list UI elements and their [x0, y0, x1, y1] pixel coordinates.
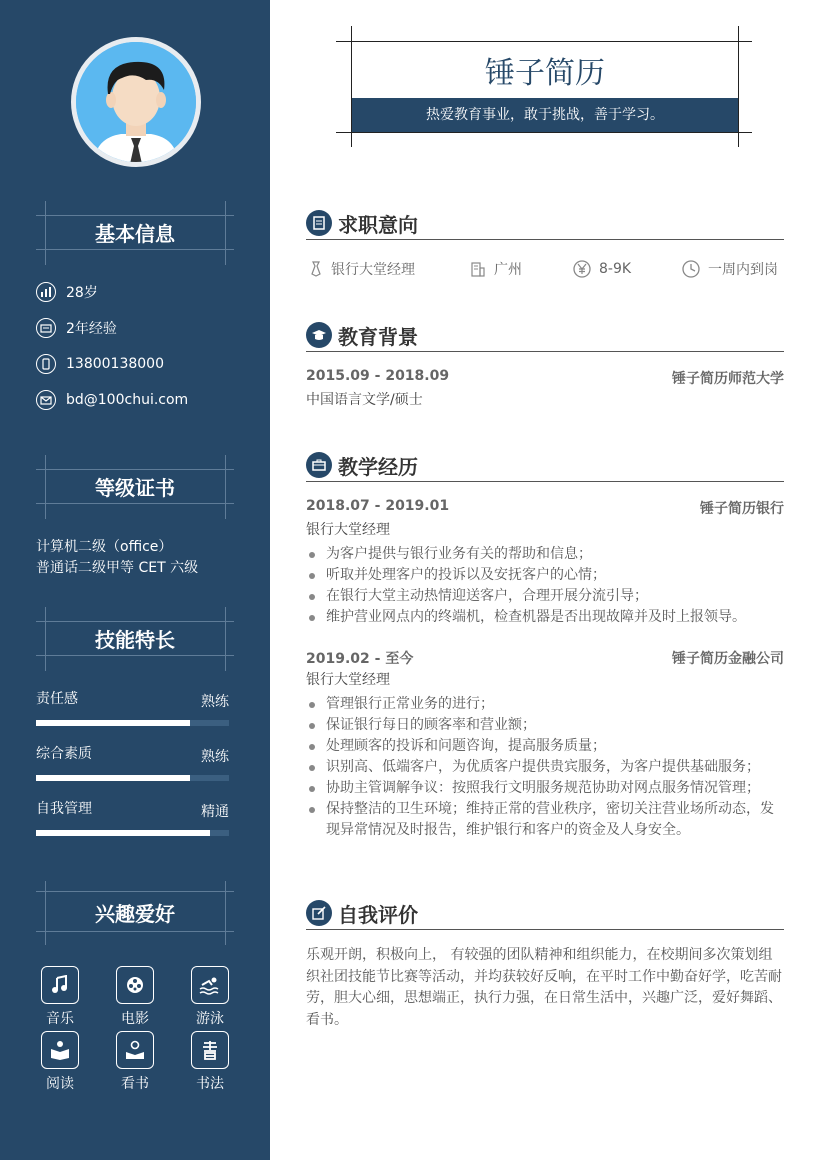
- hobby-item: [105, 1031, 165, 1093]
- skill-bar: [36, 830, 229, 836]
- reading-icon: [41, 1031, 79, 1069]
- section-education: 教育背景: [306, 318, 784, 352]
- hobby-label: 游泳: [196, 1011, 224, 1027]
- job-duties: [306, 544, 784, 628]
- skill-name: 责任感: [36, 691, 78, 707]
- yen-icon: [573, 260, 591, 278]
- swim-icon: [191, 966, 229, 1004]
- resume-name: 锤子简历: [485, 56, 605, 91]
- section-job-intent: 求职意向: [306, 206, 784, 240]
- duty-item: 识别高、低端客户，为优质客户提供贵宾服务，为客户提供基础服务；: [306, 757, 784, 778]
- job-role: 银行大堂经理: [306, 522, 390, 538]
- skill-name: 自我管理: [36, 801, 92, 817]
- film-icon: [116, 966, 154, 1004]
- section-self-evaluation: 自我评价: [306, 896, 784, 930]
- skill-level: 熟练: [201, 749, 229, 765]
- graduation-cap-icon: [306, 322, 332, 348]
- duty-item: 维护营业网点内的终端机，检查机器是否出现故障并及时上报领导。: [306, 607, 784, 628]
- motto: 热爱教育事业，敢于挑战，善于学习。: [352, 98, 738, 132]
- hobby-label: 书法: [196, 1076, 224, 1092]
- education-major: 中国语言文学/硕士: [306, 392, 423, 408]
- briefcase-icon: [306, 452, 332, 478]
- duty-item: 处理顾客的投诉和问题咨询，提高服务质量；: [306, 736, 784, 757]
- edit-icon: [306, 900, 332, 926]
- education-date: 2015.09 - 2018.09: [306, 368, 450, 384]
- hobby-item: [180, 966, 240, 1028]
- skill-item: [36, 798, 229, 836]
- experience-years-row: [36, 317, 117, 339]
- job-company: 锤子简历银行: [700, 501, 784, 517]
- music-icon: [41, 966, 79, 1004]
- duty-item: 协助主管调解争议：按照我行文明服务规范协助对网点服务情况管理；: [306, 778, 784, 799]
- duty-item: 为客户提供与银行业务有关的帮助和信息；: [306, 544, 784, 565]
- skill-level: 精通: [201, 804, 229, 820]
- phone-icon: [36, 354, 56, 374]
- chart-icon: [36, 282, 56, 302]
- building-icon: [470, 261, 486, 277]
- job-role: 银行大堂经理: [306, 672, 390, 688]
- certificates-heading: 等级证书: [36, 461, 234, 513]
- hobby-item: [30, 1031, 90, 1093]
- experience-years-text: 2年经验: [66, 321, 117, 337]
- intent-salary: 8-9K: [573, 259, 631, 279]
- document-icon: [306, 210, 332, 236]
- hobby-label: 电影: [121, 1011, 149, 1027]
- tie-icon: [309, 261, 323, 277]
- education-school: 锤子简历师范大学: [672, 371, 784, 387]
- sidebar: [0, 0, 270, 1160]
- hobby-item: [180, 1031, 240, 1093]
- skill-bar: [36, 720, 229, 726]
- mail-icon: [36, 390, 56, 410]
- job-date: 2018.07 - 2019.01: [306, 498, 450, 514]
- calligraphy-icon: [191, 1031, 229, 1069]
- hobby-label: 音乐: [46, 1011, 74, 1027]
- skill-level: 熟练: [201, 694, 229, 710]
- skill-item: [36, 743, 229, 781]
- duty-item: 管理银行正常业务的进行；: [306, 694, 784, 715]
- duty-item: 在银行大堂主动热情迎送客户，合理开展分流引导；: [306, 586, 784, 607]
- intent-position: 银行大堂经理: [309, 259, 415, 279]
- duty-item: 听取并处理客户的投诉以及安抚客户的心情；: [306, 565, 784, 586]
- hobby-label: 阅读: [46, 1076, 74, 1092]
- hobby-item: [105, 966, 165, 1028]
- certificate-item: 普通话二级甲等 CET 六级: [36, 560, 199, 576]
- section-experience: 教学经历: [306, 448, 784, 482]
- phone-row: [36, 353, 164, 375]
- skills-heading: 技能特长: [36, 613, 234, 665]
- clock-icon: [682, 260, 700, 278]
- intent-city: 广州: [470, 259, 522, 279]
- skill-bar: [36, 775, 229, 781]
- intent-arrival: 一周内到岗: [682, 259, 778, 279]
- skill-name: 综合素质: [36, 746, 92, 762]
- phone-text[interactable]: 13800138000: [66, 356, 164, 372]
- hobby-label: 看书: [121, 1076, 149, 1092]
- duty-item: 保证银行每日的顾客率和营业额；: [306, 715, 784, 736]
- briefcase-icon: [36, 318, 56, 338]
- job-company: 锤子简历金融公司: [672, 651, 784, 667]
- duty-item: 保持整洁的卫生环境；维持正常的营业秩序，密切关注营业场所动态，发现异常情况及时报告，维护银行和客户的资金及人身安全。: [306, 799, 784, 841]
- job-date: 2019.02 - 至今: [306, 651, 414, 667]
- email-row: [36, 389, 188, 411]
- book-icon: [116, 1031, 154, 1069]
- age-row: [36, 281, 98, 303]
- self-evaluation-text: 乐观开朗，积极向上， 有较强的团队精神和组织能力，在校期间多次策划组织社团技能节比赛等活动，并均获较好反响，在平时工作中勤奋好学，吃苦耐劳，胆大心细，思想端正，执行力强，在日常生活中，兴趣广泛，爱好舞蹈、看书。: [306, 947, 782, 1028]
- avatar: [71, 37, 201, 167]
- age-text: 28岁: [66, 285, 98, 301]
- hobby-item: [30, 966, 90, 1028]
- skill-item: [36, 688, 229, 726]
- hobbies-heading: 兴趣爱好: [36, 887, 234, 939]
- basic-info-heading: 基本信息: [36, 207, 234, 259]
- job-duties: [306, 694, 784, 841]
- email-text[interactable]: bd@100chui.com: [66, 392, 189, 408]
- certificate-item: 计算机二级（office）: [36, 539, 173, 555]
